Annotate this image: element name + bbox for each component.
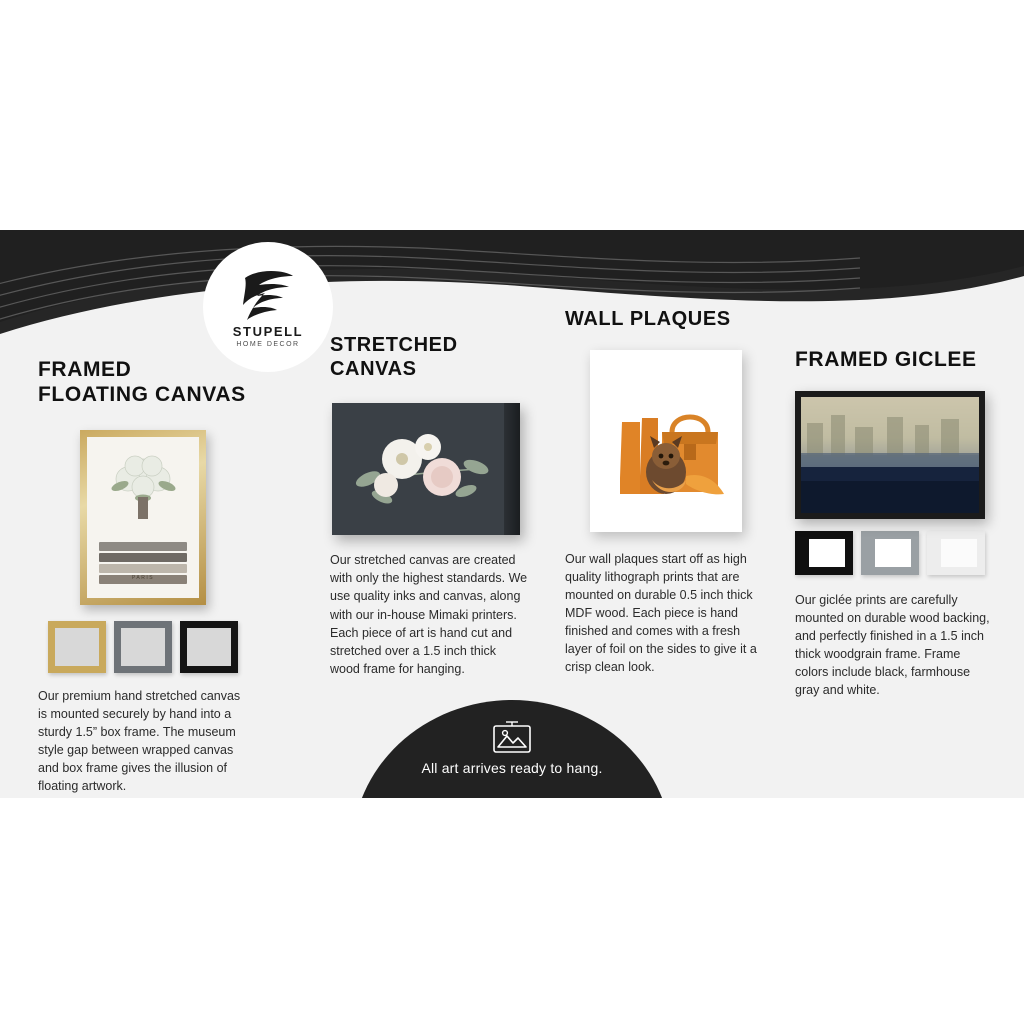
column-stretched-canvas [330, 334, 540, 678]
column-title [565, 308, 765, 332]
artwork-label: PARIS [131, 574, 155, 581]
frame-color-swatches [48, 621, 278, 673]
gold-frame-swatch [48, 621, 106, 673]
ready-to-hang-banner [352, 700, 672, 798]
column-title-line1: FRAMED GICLEE [795, 348, 977, 371]
column-title [330, 334, 540, 381]
gray-giclee-frame [861, 531, 919, 575]
column-description: Our stretched canvas are created with only the highest standards. We use quality inks and canvas, along with our in-house Mimaki printers. Each piece of art is hand cut and stretched over a 1.5 inch thick wood frame for hanging. [330, 553, 528, 676]
column-title-line1: FRAMED [38, 358, 132, 381]
framed-floating-canvas-artwork [80, 430, 206, 605]
stretched-canvas-artwork [332, 403, 520, 535]
brand-logo-badge [203, 242, 333, 372]
brand-name: STUPELL [232, 324, 304, 339]
dog-and-handbag-icon [600, 360, 732, 522]
canvas-side-edge [504, 403, 520, 535]
column-description: Our premium hand stretched canvas is mounted securely by hand into a sturdy 1.5” box frame. The museum style gap between wrapped canvas and box frame gives the illusion of floating artwork. [38, 688, 241, 794]
wall-plaque-artwork [590, 350, 742, 532]
gray-frame-swatch [114, 621, 172, 673]
column-framed-floating-canvas [38, 358, 278, 795]
column-description: Our giclée prints are carefully mounted on durable wood backing, and perfectly finished in a 1.5 inch thick woodgrain frame. Frame colors include black, farmhouse gray and white. [795, 592, 990, 698]
stupell-swoosh-icon [237, 266, 299, 322]
black-giclee-frame [795, 531, 853, 575]
column-wall-plaques [565, 308, 765, 676]
black-frame-swatch [180, 621, 238, 673]
framed-giclee-artwork [795, 391, 985, 519]
column-title [795, 348, 995, 373]
white-giclee-frame [927, 531, 985, 575]
brand-subtitle: HOME DECOR [236, 341, 300, 348]
column-title-line2: CANVAS [330, 357, 417, 380]
column-framed-giclee [795, 348, 995, 700]
abstract-landscape-icon [801, 397, 979, 513]
column-title-line1: STRETCHED [330, 334, 458, 356]
column-title-line2: FLOATING CANVAS [38, 382, 246, 406]
giclee-frame-swatches [795, 531, 995, 575]
ready-to-hang-text: All art arrives ready to hang. [421, 760, 603, 776]
floral-painting-icon [350, 419, 500, 519]
framed-picture-icon [492, 720, 532, 754]
wave-graphic [0, 230, 1024, 350]
hydrangea-bouquet-icon [102, 453, 184, 525]
column-title-line1: WALL PLAQUES [565, 308, 731, 330]
top-wave-band [0, 230, 1024, 350]
column-description: Our wall plaques start off as high quality lithograph prints that are mounted on durable 0.5 inch thick MDF wood. Each piece is hand finished and comes with a fresh layer of foil on the sides to give it a crisp clean look. [565, 551, 757, 675]
product-info-panel [0, 230, 1024, 798]
